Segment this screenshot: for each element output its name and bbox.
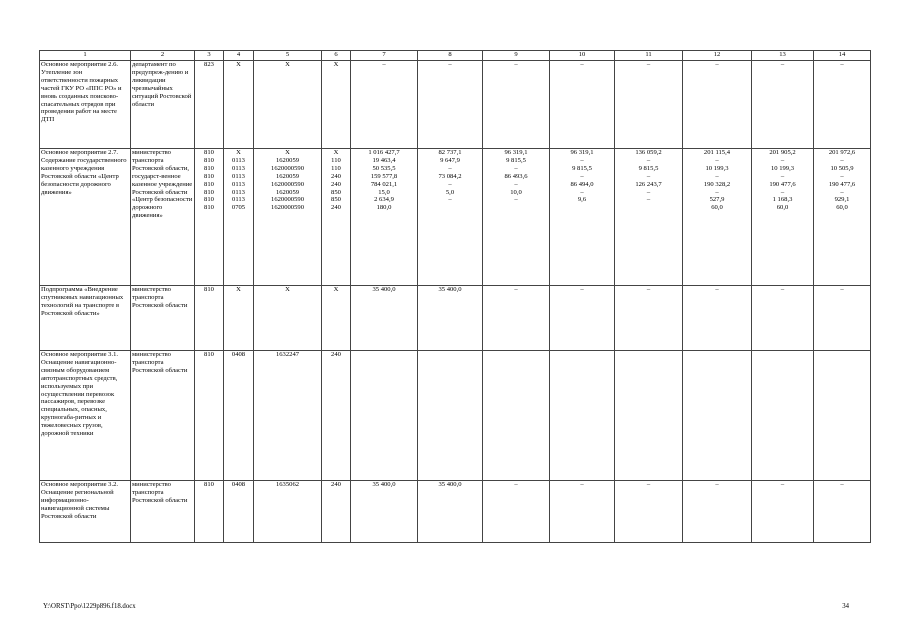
cell-line: – <box>780 156 785 164</box>
cell-line: 0408 <box>231 351 246 358</box>
cell-line: – <box>514 61 518 68</box>
cell-col-1 <box>40 286 131 351</box>
cell-line: 9 815,5 <box>506 156 526 164</box>
cell-line: – <box>780 188 785 196</box>
cell-line: 190 477,6 <box>828 180 856 188</box>
cell-col-9 <box>483 351 550 481</box>
cell-line: 110 <box>331 156 341 164</box>
cell-line: 1635062 <box>275 481 300 488</box>
cell-line: 240 <box>331 180 341 188</box>
cell-line: 929,1 <box>834 196 850 204</box>
cell-line: – <box>514 286 518 293</box>
cell-line: 810 <box>204 156 214 164</box>
cell-line: 9 815,5 <box>638 164 659 172</box>
cell-line: – <box>448 61 452 68</box>
cell-line: 0705 <box>231 204 246 212</box>
cell-col-13 <box>752 286 814 351</box>
cell-col-10 <box>550 149 615 286</box>
cell-line: – <box>780 61 785 68</box>
cell-line: 810 <box>204 196 214 204</box>
cell-line: 810 <box>204 180 214 188</box>
cell-col-14 <box>814 286 871 351</box>
cell-line: – <box>646 156 651 164</box>
activity-name: Основное мероприятие 3.1. Оснащение навигационно-связным оборудованием автотранспортных средств, используемых при осуществлении перевозок пассажиров, перевозке специальных, опасных, крупногаба-ритных и тяжеловесных грузов, дорожной техники <box>41 351 119 438</box>
cell-line: 35 400,0 <box>438 286 462 293</box>
cell-line: – <box>448 180 452 188</box>
cell-col-6 <box>322 149 351 286</box>
cell-col-13 <box>752 351 814 481</box>
cell-col-14 <box>814 481 871 543</box>
cell-line: – <box>840 61 844 68</box>
cell-line: – <box>382 61 386 68</box>
cell-col-11 <box>615 286 683 351</box>
cell-col-5 <box>254 286 322 351</box>
cell-line: 96 319,1 <box>504 149 528 156</box>
cell-line: Х <box>236 149 241 156</box>
cell-col-13 <box>752 481 814 543</box>
cell-col-3 <box>195 351 224 481</box>
cell-line: Х <box>285 149 290 156</box>
cell-col-4 <box>224 61 254 149</box>
column-number-13: 13 <box>752 51 814 61</box>
cell-line: – <box>646 286 651 293</box>
cell-line: 784 021,1 <box>370 180 398 188</box>
cell-line: – <box>580 481 584 488</box>
cell-line: 60,0 <box>776 204 789 212</box>
cell-col-5 <box>254 149 322 286</box>
cell-col-1 <box>40 351 131 481</box>
cell-line: – <box>514 164 518 172</box>
cell-line: – <box>580 156 584 164</box>
cell-col-14 <box>814 351 871 481</box>
cell-line <box>815 351 869 359</box>
column-number-row <box>40 51 871 61</box>
file-path: Y:\ORST\Ppo\1229p896.f18.docx <box>43 603 136 610</box>
cell-line: – <box>715 481 719 488</box>
cell-line: 1 016 427,7 <box>368 149 400 156</box>
cell-col-6 <box>322 481 351 543</box>
table-row <box>40 351 871 481</box>
cell-line: Х <box>333 286 339 293</box>
cell-line: 86 493,6 <box>504 172 528 180</box>
cell-line: 240 <box>331 204 341 212</box>
cell-col-11 <box>615 149 683 286</box>
column-number-8: 8 <box>418 51 483 61</box>
cell-line: Х <box>236 286 241 293</box>
cell-line: – <box>715 156 719 164</box>
cell-col-4 <box>224 149 254 286</box>
cell-line: 82 737,1 <box>438 149 462 156</box>
table-row <box>40 286 871 351</box>
cell-col-3 <box>195 149 224 286</box>
cell-line: 0408 <box>231 481 246 488</box>
column-number-11: 11 <box>615 51 683 61</box>
cell-line <box>551 351 613 359</box>
activity-name: Основное мероприятие 3.2. Оснащение региональной информационно-навигационной системы Ростовской области <box>41 481 119 520</box>
column-number-4: 4 <box>224 51 254 61</box>
cell-line: 60,0 <box>836 204 848 212</box>
column-number-10: 10 <box>550 51 615 61</box>
cell-line: 810 <box>204 204 214 212</box>
cell-line: 96 319,1 <box>570 149 594 156</box>
cell-line: 159 577,8 <box>370 172 398 180</box>
cell-line: – <box>514 196 518 204</box>
column-number-5: 5 <box>254 51 322 61</box>
executor-name: министерство транспорта Ростовской области <box>132 481 188 504</box>
cell-line: 190 328,2 <box>703 180 731 188</box>
cell-col-1 <box>40 61 131 149</box>
cell-col-7 <box>351 286 418 351</box>
cell-col-13 <box>752 61 814 149</box>
cell-col-14 <box>814 149 871 286</box>
cell-line: 15,0 <box>378 188 390 196</box>
cell-col-5 <box>254 61 322 149</box>
cell-line: 136 059,2 <box>635 149 662 156</box>
cell-line: 10 199,3 <box>705 164 729 172</box>
cell-line: – <box>780 286 785 293</box>
cell-line: 50 535,5 <box>372 164 396 172</box>
cell-line: 9 647,9 <box>440 156 460 164</box>
cell-line: – <box>580 188 584 196</box>
cell-line: 1620059 <box>275 188 300 196</box>
cell-col-2 <box>131 61 195 149</box>
cell-line <box>684 351 750 359</box>
cell-line: 201 972,6 <box>828 149 856 156</box>
column-number-2: 2 <box>131 51 195 61</box>
cell-line: – <box>840 156 844 164</box>
cell-line: – <box>715 172 719 180</box>
cell-line: – <box>715 61 719 68</box>
column-number-1: 1 <box>40 51 131 61</box>
cell-line <box>419 351 481 359</box>
cell-line <box>419 204 481 212</box>
cell-line: 10 199,3 <box>770 164 795 172</box>
cell-line <box>551 204 613 212</box>
cell-line: – <box>715 286 719 293</box>
cell-line: 9 815,5 <box>572 164 592 172</box>
cell-col-7 <box>351 481 418 543</box>
cell-line <box>753 351 812 359</box>
cell-col-9 <box>483 61 550 149</box>
cell-line: 35 400,0 <box>372 286 396 293</box>
cell-line: – <box>840 172 844 180</box>
cell-col-4 <box>224 481 254 543</box>
cell-line: – <box>840 188 844 196</box>
cell-line: 1620000590 <box>271 204 304 212</box>
column-number-12: 12 <box>683 51 752 61</box>
cell-line: 810 <box>204 188 214 196</box>
cell-col-4 <box>224 351 254 481</box>
cell-line: 0113 <box>232 172 245 180</box>
cell-line: 1620000590 <box>271 180 304 188</box>
cell-line: – <box>580 61 584 68</box>
cell-line: 810 <box>204 286 214 293</box>
column-number-6: 6 <box>322 51 351 61</box>
table-row <box>40 61 871 149</box>
column-number-3: 3 <box>195 51 224 61</box>
cell-line: 0113 <box>232 196 245 204</box>
cell-line: 810 <box>204 481 214 488</box>
cell-line: 5,0 <box>445 188 455 196</box>
cell-line: – <box>646 61 651 68</box>
cell-line: 240 <box>331 481 341 488</box>
cell-line: – <box>580 172 584 180</box>
cell-line: Х <box>333 149 339 156</box>
cell-col-3 <box>195 286 224 351</box>
cell-line: 110 <box>331 164 341 172</box>
cell-line: Х <box>236 61 241 68</box>
cell-col-3 <box>195 61 224 149</box>
page-number: 34 <box>842 603 849 610</box>
cell-line: Х <box>285 61 290 68</box>
cell-col-1 <box>40 149 131 286</box>
cell-line: 86 494,0 <box>570 180 594 188</box>
cell-line: 0113 <box>232 180 245 188</box>
activity-name: Основное мероприятие 2.7. Содержание государственного казенного учреждения Ростовской области «Центр безопасности дорожного движения» <box>41 149 127 196</box>
executor-name: министерство транспорта Ростовской области <box>132 286 188 309</box>
cell-col-14 <box>814 61 871 149</box>
cell-col-8 <box>418 286 483 351</box>
cell-line: – <box>646 172 651 180</box>
cell-col-3 <box>195 481 224 543</box>
document-page <box>39 50 856 543</box>
cell-col-1 <box>40 481 131 543</box>
cell-line: 1620059 <box>275 156 300 164</box>
cell-col-6 <box>322 61 351 149</box>
cell-line: 73 084,2 <box>438 172 462 180</box>
cell-line: 10,0 <box>510 188 522 196</box>
cell-col-10 <box>550 481 615 543</box>
cell-line: 10 505,9 <box>830 164 854 172</box>
cell-col-10 <box>550 351 615 481</box>
cell-line: 35 400,0 <box>438 481 462 488</box>
cell-line: – <box>580 286 584 293</box>
cell-line: – <box>646 188 651 196</box>
activity-name: Подпрограмма «Внедрение спутниковых навигационных технологий на транспорте в Ростовской области» <box>41 286 124 317</box>
cell-line: 810 <box>204 164 214 172</box>
cell-col-12 <box>683 481 752 543</box>
cell-line: 850 <box>331 188 341 196</box>
cell-col-8 <box>418 481 483 543</box>
cell-col-5 <box>254 481 322 543</box>
activity-name: Основное мероприятие 2.6. Утепление зон ответственности пожарных частей ГКУ РО «ППС РО» и вновь созданных поисково-спасательных отрядов при проведении работ на месте ДТП <box>41 61 122 124</box>
cell-col-5 <box>254 351 322 481</box>
cell-col-2 <box>131 481 195 543</box>
cell-line: 60,0 <box>711 204 723 212</box>
executor-name: департамент по предупреж-дению и ликвидации чрезвычайных ситуаций Ростовской области <box>132 61 192 108</box>
cell-line: 1620000590 <box>271 196 304 204</box>
cell-line <box>484 204 548 212</box>
cell-line: – <box>514 481 518 488</box>
table-row <box>40 481 871 543</box>
cell-line: 0113 <box>232 156 245 164</box>
cell-line: 810 <box>204 172 214 180</box>
cell-line: Х <box>333 61 339 68</box>
cell-line <box>352 351 416 359</box>
cell-line <box>616 351 681 359</box>
cell-col-8 <box>418 351 483 481</box>
cell-line: – <box>646 196 651 204</box>
cell-line: – <box>514 180 518 188</box>
cell-line: 180,0 <box>376 204 392 212</box>
cell-col-12 <box>683 351 752 481</box>
cell-line: 240 <box>331 351 341 358</box>
cell-col-11 <box>615 481 683 543</box>
cell-col-12 <box>683 286 752 351</box>
cell-col-10 <box>550 61 615 149</box>
cell-line: 2 634,9 <box>374 196 394 204</box>
cell-col-7 <box>351 351 418 481</box>
cell-line: Х <box>285 286 290 293</box>
cell-col-4 <box>224 286 254 351</box>
cell-col-9 <box>483 481 550 543</box>
cell-line: – <box>780 172 785 180</box>
cell-line: 126 243,7 <box>635 180 662 188</box>
cell-line: 0113 <box>232 188 245 196</box>
cell-line: 35 400,0 <box>372 481 396 488</box>
cell-col-12 <box>683 149 752 286</box>
cell-line: 527,9 <box>709 196 725 204</box>
cell-line: 1 168,3 <box>772 196 793 204</box>
table-row <box>40 149 871 286</box>
cell-col-2 <box>131 149 195 286</box>
cell-col-10 <box>550 286 615 351</box>
column-number-14: 14 <box>814 51 871 61</box>
cell-line: 810 <box>204 149 214 156</box>
cell-col-8 <box>418 61 483 149</box>
cell-col-9 <box>483 149 550 286</box>
cell-line: 0113 <box>232 164 245 172</box>
column-number-7: 7 <box>351 51 418 61</box>
cell-col-8 <box>418 149 483 286</box>
cell-col-9 <box>483 286 550 351</box>
cell-line: 201 115,4 <box>703 149 731 156</box>
cell-col-11 <box>615 61 683 149</box>
cell-line: – <box>780 481 785 488</box>
cell-col-11 <box>615 351 683 481</box>
cell-line: – <box>448 164 452 172</box>
cell-line: 1632247 <box>275 351 300 358</box>
executor-name: министерство транспорта Ростовской области <box>132 351 188 374</box>
cell-col-2 <box>131 286 195 351</box>
cell-line: – <box>840 286 844 293</box>
cell-line: – <box>448 196 452 204</box>
cell-line <box>616 204 681 212</box>
cell-col-7 <box>351 149 418 286</box>
cell-line: 201 905,2 <box>769 149 796 156</box>
cell-line: 850 <box>331 196 341 204</box>
cell-line: 19 463,4 <box>372 156 396 164</box>
column-number-9: 9 <box>483 51 550 61</box>
cell-line <box>484 351 548 359</box>
cell-col-7 <box>351 61 418 149</box>
cell-col-13 <box>752 149 814 286</box>
cell-line: 1620000590 <box>271 164 304 172</box>
cell-line: 810 <box>204 351 214 358</box>
cell-col-12 <box>683 61 752 149</box>
cell-line: 823 <box>204 61 214 68</box>
cell-col-6 <box>322 286 351 351</box>
cell-line: – <box>840 481 844 488</box>
cell-line: 240 <box>331 172 341 180</box>
cell-line: 9,6 <box>577 196 587 204</box>
cell-line: – <box>715 188 719 196</box>
cell-line: 190 477,6 <box>769 180 796 188</box>
executor-name: министерство транспорта Ростовской области, государст-венное казенное учреждение Ростовской области «Центр безопасности дорожного движения» <box>132 149 193 220</box>
budget-table <box>39 50 871 543</box>
cell-line: 1620059 <box>275 172 300 180</box>
cell-line: – <box>646 481 651 488</box>
cell-col-6 <box>322 351 351 481</box>
cell-col-2 <box>131 351 195 481</box>
